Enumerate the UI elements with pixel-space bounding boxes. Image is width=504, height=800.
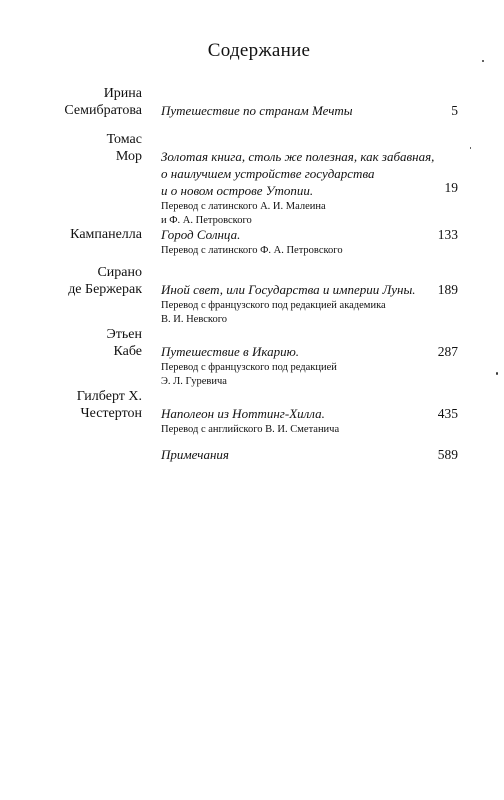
author-line: Мор <box>115 149 142 164</box>
translation-line: и Ф. А. Петровского <box>161 215 252 226</box>
title-line: Примечания <box>161 447 229 462</box>
title-line: и о новом острове Утопии. <box>161 183 314 198</box>
title-line: Город Солнца. <box>161 227 241 242</box>
title-line: Наполеон из Ноттинг-Хилла. <box>161 406 325 421</box>
entry-page-number: 189 <box>437 282 458 297</box>
author-line: Семибратова <box>64 103 142 118</box>
translation-line: Перевод с латинского А. И. Малеина <box>161 201 326 212</box>
entry-title <box>161 446 461 463</box>
entry-translation <box>161 361 461 389</box>
entry-title <box>161 148 461 199</box>
entry-author <box>64 85 142 119</box>
entry-title <box>161 343 461 360</box>
title-line: Золотая книга, столь же полезная, как забавная, <box>161 149 435 164</box>
entry-page-number: 5 <box>451 103 458 118</box>
entry-work <box>161 343 461 389</box>
title-line: о наилучшем устройстве государства <box>161 166 375 181</box>
entry-title <box>161 405 461 422</box>
entry-author <box>107 131 142 165</box>
title-line: Путешествие по странам Мечты <box>161 103 353 118</box>
translation-line: Перевод с английского В. И. Сметанича <box>161 424 340 435</box>
entry-author <box>77 388 142 422</box>
translation-line: Э. Л. Гуревича <box>161 376 227 387</box>
entry-title <box>161 102 461 119</box>
author-line: Сирано <box>97 265 142 280</box>
entry-translation <box>161 200 461 228</box>
translation-line: В. И. Невского <box>161 314 227 325</box>
entry-translation <box>161 299 461 327</box>
entry-title <box>161 226 461 243</box>
entry-title <box>161 281 461 298</box>
entry-work <box>161 446 461 463</box>
page-title: Содержание <box>207 40 311 61</box>
entry-work <box>161 281 461 327</box>
translation-line: Перевод с французского под редакцией <box>161 362 337 373</box>
title-line: Иной свет, или Государства и империи Луны. <box>161 282 416 297</box>
entry-translation <box>161 244 461 258</box>
author-line: Кабе <box>113 344 142 359</box>
entry-page-number: 435 <box>437 406 458 421</box>
entry-page-number: 133 <box>437 227 458 242</box>
author-line: Томас <box>106 132 142 147</box>
entry-translation <box>161 423 461 437</box>
scan-speck <box>482 60 484 62</box>
entry-author <box>68 264 142 298</box>
author-line: Честертон <box>80 406 142 421</box>
author-line: Этьен <box>106 327 142 342</box>
author-line: Ирина <box>103 86 142 101</box>
author-line: де Бержерак <box>68 282 142 297</box>
entry-work <box>161 405 461 437</box>
entry-page-number: 589 <box>437 447 458 462</box>
entry-work <box>161 102 461 119</box>
title-line: Путешествие в Икарию. <box>161 344 300 359</box>
entry-work <box>161 148 461 228</box>
author-line: Гилберт Х. <box>76 389 142 404</box>
entry-author <box>107 326 142 360</box>
author-line: Кампанелла <box>70 227 142 242</box>
entry-author <box>70 226 142 243</box>
translation-line: Перевод с французского под редакцией академика <box>161 300 386 311</box>
scan-speck <box>470 147 471 149</box>
entry-page-number: 19 <box>444 180 458 195</box>
scan-speck <box>496 372 498 375</box>
entry-work <box>161 226 461 258</box>
translation-line: Перевод с латинского Ф. А. Петровского <box>161 245 343 256</box>
entry-page-number: 287 <box>437 344 458 359</box>
